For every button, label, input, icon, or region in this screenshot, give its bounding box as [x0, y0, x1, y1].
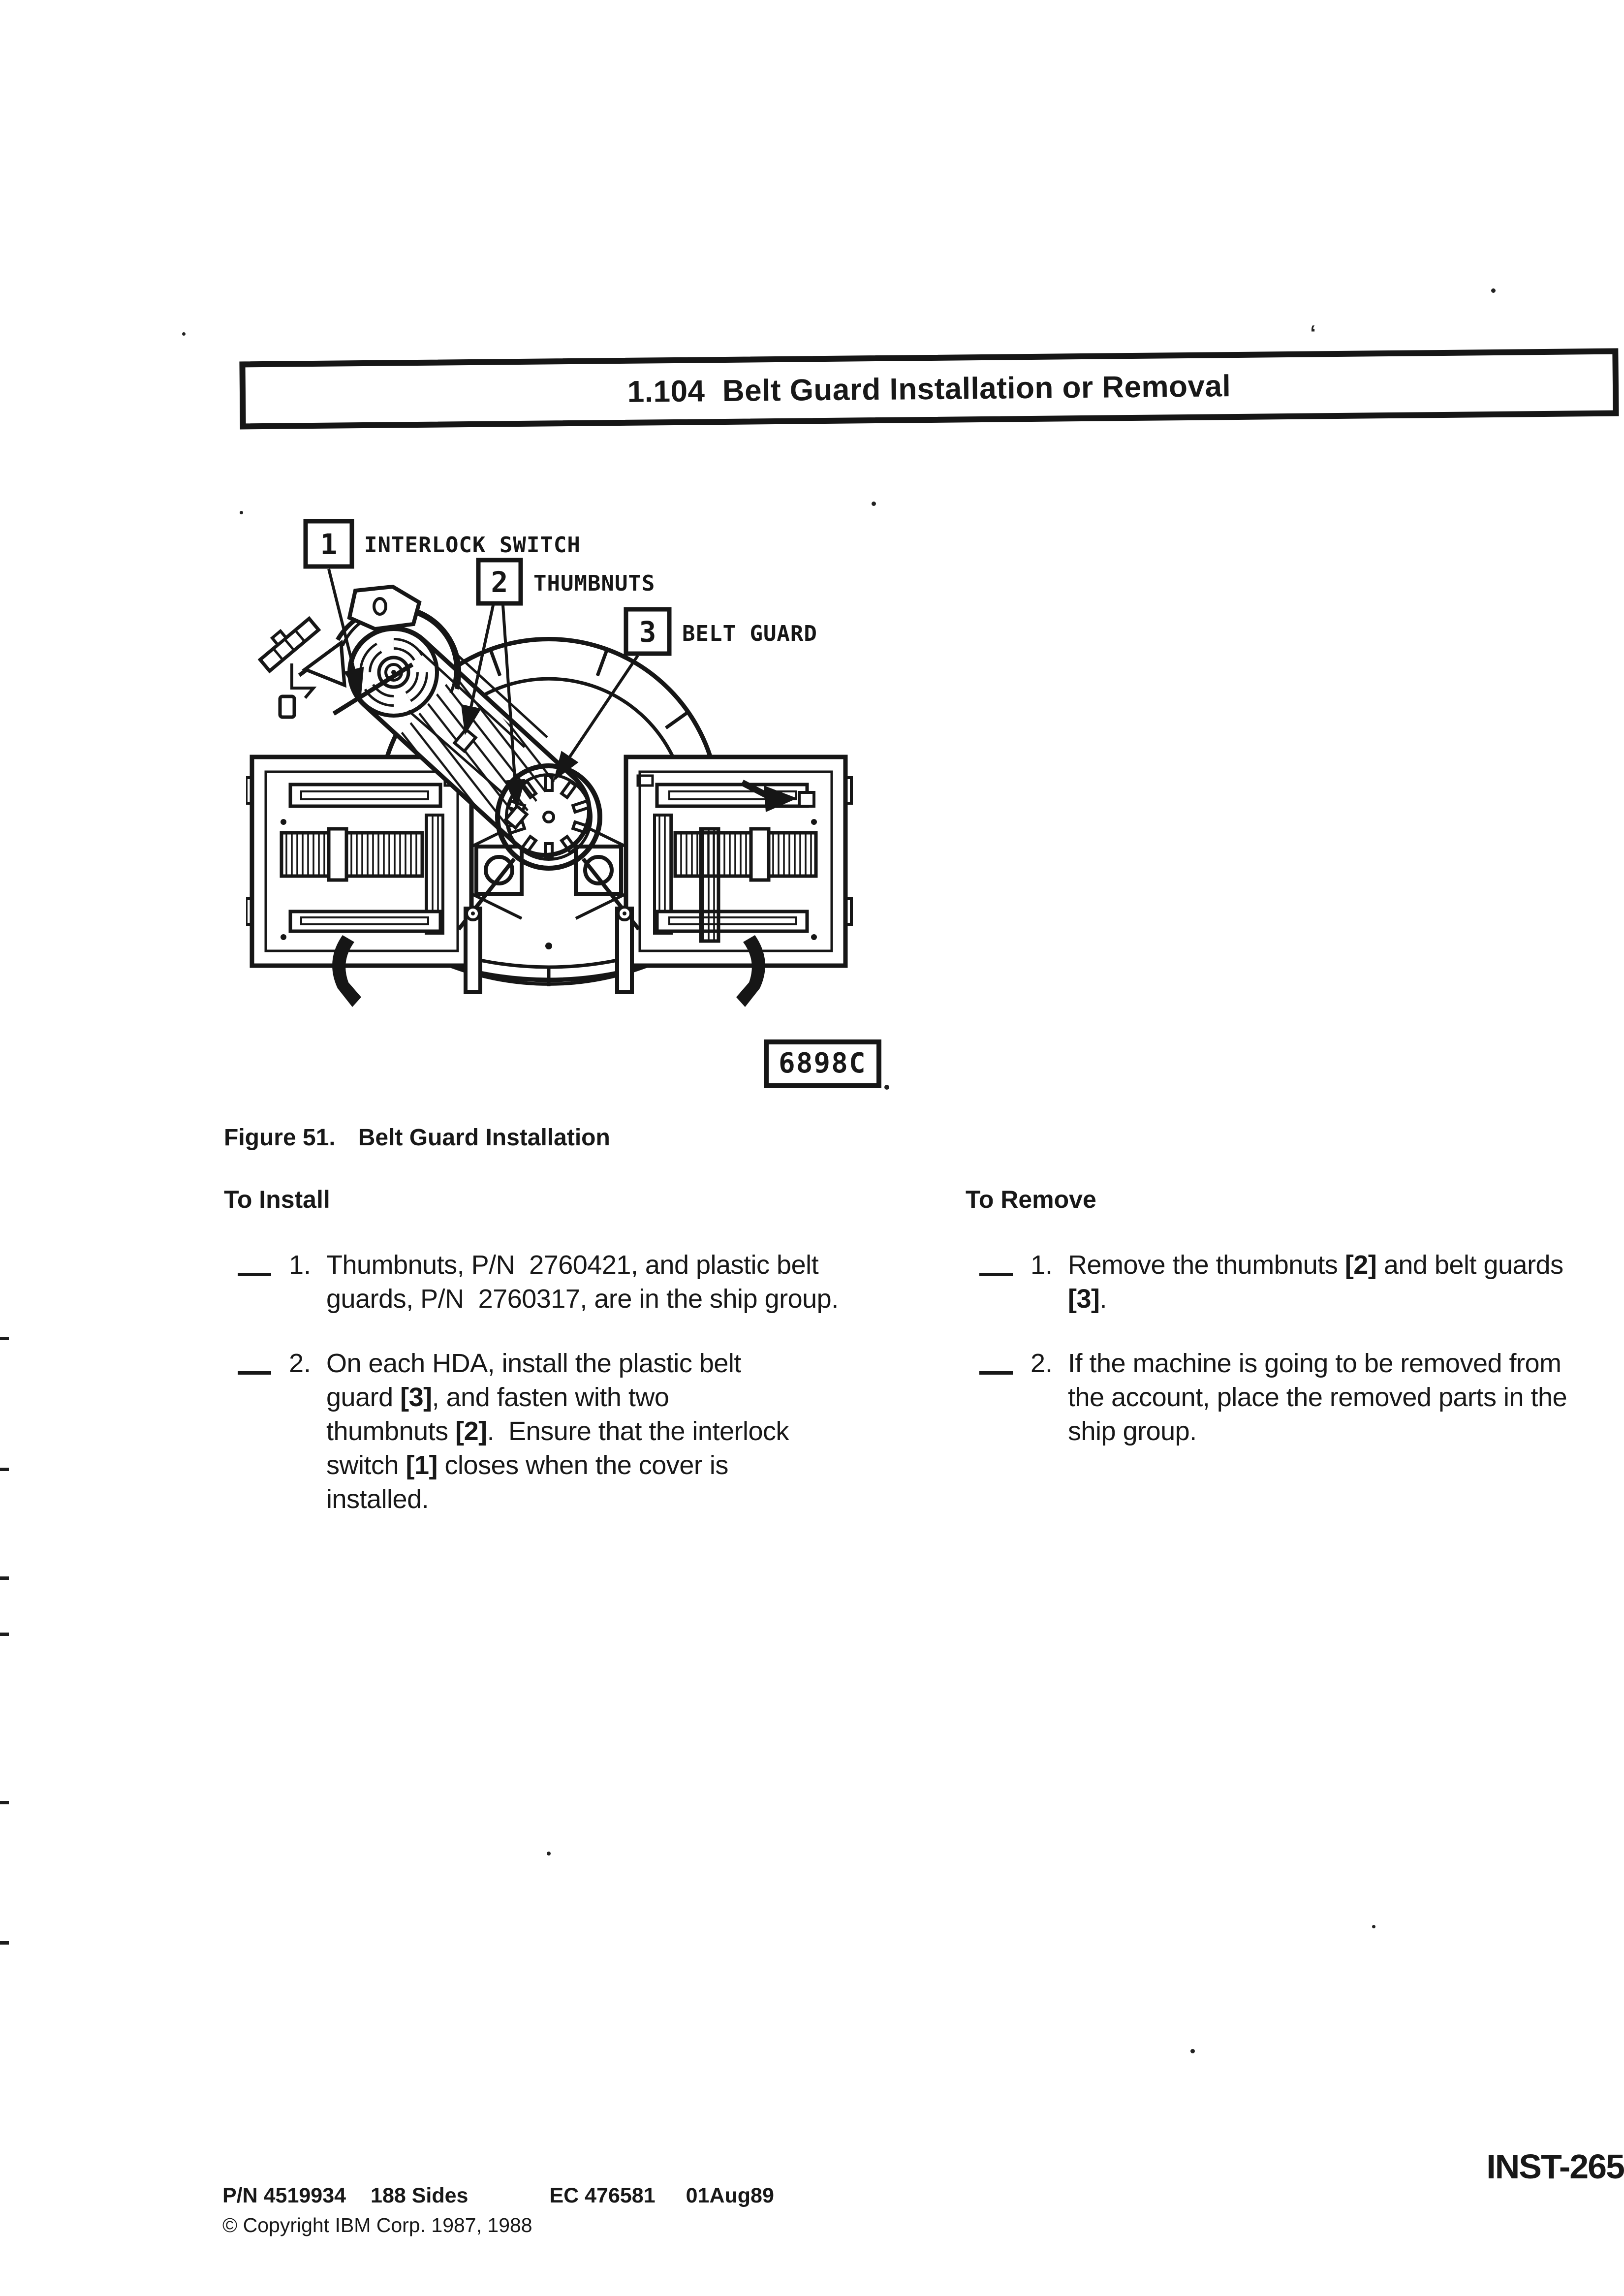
scan-artifact — [0, 1633, 9, 1636]
figure-caption-label: Figure 51. — [224, 1125, 336, 1151]
step-number: 2. — [289, 1349, 312, 1378]
footer-ec: EC 476581 — [549, 2184, 656, 2207]
scan-artifact — [547, 1852, 551, 1856]
remove-section — [966, 1185, 1624, 1479]
install-step-1 — [224, 1248, 937, 1316]
checkoff-blank — [238, 1248, 271, 1276]
remove-steps — [966, 1248, 1624, 1448]
install-steps — [224, 1248, 937, 1516]
scan-artifact — [0, 1337, 9, 1340]
scan-artifact — [240, 511, 243, 514]
footer-sides: 188 Sides — [371, 2184, 468, 2207]
callout-1-number: 1 — [320, 528, 338, 561]
scan-artifact — [0, 1576, 9, 1580]
step-number: 1. — [1031, 1250, 1053, 1280]
belt-guard-diagram — [246, 502, 876, 1014]
scan-artifact — [0, 1468, 9, 1471]
scan-artifact — [884, 1085, 889, 1090]
scan-artifact: ‘ — [1310, 321, 1316, 345]
callout-2-number: 2 — [491, 566, 508, 599]
scan-artifact — [1372, 1925, 1375, 1928]
step-number: 1. — [289, 1250, 312, 1280]
callout-3-label: BELT GUARD — [682, 621, 817, 646]
step-text: Thumbnuts, P/N 2760421, and plastic belt guards, P/N 2760317, are in the ship group. — [326, 1250, 839, 1314]
callout-2-label: THUMBNUTS — [533, 571, 656, 596]
step-text: If the machine is going to be removed from the account, place the removed parts in the ship group. — [1068, 1349, 1567, 1446]
callout-1-label: INTERLOCK SWITCH — [364, 533, 581, 558]
install-heading: To Install — [224, 1186, 330, 1213]
checkoff-blank — [979, 1347, 1013, 1375]
callout-3-number: 3 — [639, 615, 656, 649]
footer-date: 01Aug89 — [686, 2184, 774, 2207]
scan-artifact — [1190, 2049, 1195, 2053]
step-text: On each HDA, install the plastic belt guard [3], and fasten with two thumbnuts [2]. Ensure that the interlock switch [1] closes when the cover is installed. — [326, 1349, 789, 1514]
scan-artifact — [872, 502, 876, 506]
remove-step-2 — [966, 1347, 1624, 1448]
page-title: 1.104 Belt Guard Installation or Removal — [627, 369, 1231, 409]
remove-heading: To Remove — [966, 1186, 1096, 1213]
checkoff-blank — [979, 1248, 1013, 1276]
scan-artifact — [182, 332, 186, 336]
scan-artifact — [0, 1801, 9, 1804]
section-title-box — [239, 348, 1619, 430]
install-section — [224, 1185, 937, 1547]
footer-part-number: P/N 4519934 — [222, 2184, 346, 2207]
figure-caption — [224, 1124, 610, 1151]
page-number: INST-265 — [1486, 2147, 1624, 2186]
scan-artifact — [1491, 288, 1496, 293]
scan-artifact — [0, 1941, 9, 1945]
figure-caption-title: Belt Guard Installation — [358, 1125, 610, 1151]
pulley-bracket-drawing — [349, 587, 419, 629]
belt-guard-figure-svg — [246, 502, 876, 1014]
step-number: 2. — [1031, 1349, 1053, 1378]
drive-hatch-strip — [701, 829, 718, 941]
artwork-id: 6898C — [779, 1047, 867, 1079]
install-step-2 — [224, 1347, 937, 1516]
footer-copyright: © Copyright IBM Corp. 1987, 1988 — [222, 2214, 532, 2236]
footer-line-1 — [222, 2184, 774, 2208]
checkoff-blank — [238, 1347, 271, 1375]
artwork-id-box — [764, 1039, 881, 1088]
remove-step-1 — [966, 1248, 1624, 1316]
step-text: Remove the thumbnuts [2] and belt guards [3]. — [1068, 1250, 1563, 1314]
